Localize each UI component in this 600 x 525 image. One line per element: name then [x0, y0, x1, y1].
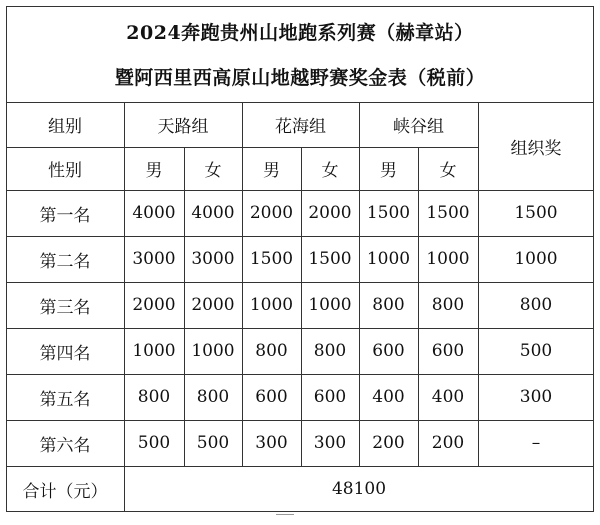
prize-amount: 600 — [431, 341, 465, 361]
organization-award-amount: 1500 — [514, 203, 558, 223]
gender-female: 女 — [321, 161, 339, 181]
organization-award-amount: – — [531, 433, 541, 453]
prize-amount: 500 — [137, 433, 171, 453]
gender-male: 男 — [263, 161, 280, 181]
prize-amount: 1000 — [249, 295, 294, 315]
organization-award-amount: 500 — [519, 341, 553, 361]
group-huahai: 花海组 — [275, 117, 326, 137]
gender-label: 性别 — [48, 161, 82, 181]
rank-label: 第六名 — [39, 435, 91, 456]
gender-male: 男 — [380, 161, 397, 181]
prize-amount: 400 — [431, 387, 465, 407]
prize-amount: 1000 — [308, 295, 352, 315]
page-edge-mark — [276, 514, 294, 525]
organization-award-amount: 800 — [519, 295, 553, 315]
prize-amount: 800 — [372, 295, 405, 315]
rank-label: 第三名 — [39, 297, 91, 318]
title-line-1: 2024奔跑贵州山地跑系列赛（赫章站） — [126, 22, 474, 44]
rank-label: 第四名 — [39, 343, 91, 364]
organization-award-amount: 300 — [519, 387, 553, 407]
prize-amount: 1500 — [308, 249, 352, 269]
group-label: 组别 — [48, 117, 82, 137]
prize-amount: 1500 — [366, 203, 411, 223]
rank-label: 第一名 — [39, 205, 91, 226]
total-label: 合计（元） — [22, 481, 108, 502]
prize-amount: 1500 — [426, 203, 470, 223]
prize-amount: 600 — [372, 341, 405, 361]
prize-amount: 800 — [137, 387, 171, 407]
prize-amount: 500 — [196, 433, 230, 453]
prize-amount: 200 — [372, 433, 405, 453]
prize-amount: 4000 — [191, 203, 235, 223]
organization-award-header: 组织奖 — [510, 138, 562, 159]
rank-label: 第二名 — [39, 251, 91, 272]
prize-amount: 1000 — [366, 249, 411, 269]
prize-amount: 200 — [431, 433, 465, 453]
prize-amount: 3000 — [132, 249, 176, 269]
organization-award-amount: 1000 — [514, 249, 558, 269]
group-tianlu: 天路组 — [157, 117, 209, 137]
prize-amount: 2000 — [308, 203, 352, 223]
group-xiagu: 峡谷组 — [393, 117, 444, 137]
prize-amount: 1000 — [426, 249, 470, 269]
prize-amount: 300 — [313, 433, 347, 453]
total-value: 48100 — [331, 479, 387, 499]
prize-amount: 600 — [255, 387, 288, 407]
title-line-2: 暨阿西里西高原山地越野赛奖金表（税前） — [114, 67, 486, 89]
prize-amount: 4000 — [132, 203, 176, 223]
rank-label: 第五名 — [39, 389, 91, 410]
prize-amount: 800 — [196, 387, 230, 407]
prize-amount: 1000 — [132, 341, 176, 361]
prize-amount: 600 — [313, 387, 347, 407]
prize-amount: 400 — [372, 387, 405, 407]
prize-amount: 2000 — [191, 295, 235, 315]
prize-amount: 3000 — [191, 249, 235, 269]
prize-amount: 800 — [313, 341, 347, 361]
gender-female: 女 — [439, 161, 457, 181]
prize-amount: 800 — [255, 341, 288, 361]
prize-table-document — [6, 6, 594, 512]
prize-amount: 800 — [431, 295, 465, 315]
gender-female: 女 — [204, 161, 222, 181]
prize-amount: 1500 — [249, 249, 294, 269]
prize-amount: 2000 — [132, 295, 176, 315]
prize-amount: 300 — [255, 433, 288, 453]
gender-male: 男 — [145, 161, 163, 181]
prize-amount: 1000 — [191, 341, 235, 361]
prize-amount: 2000 — [249, 203, 294, 223]
